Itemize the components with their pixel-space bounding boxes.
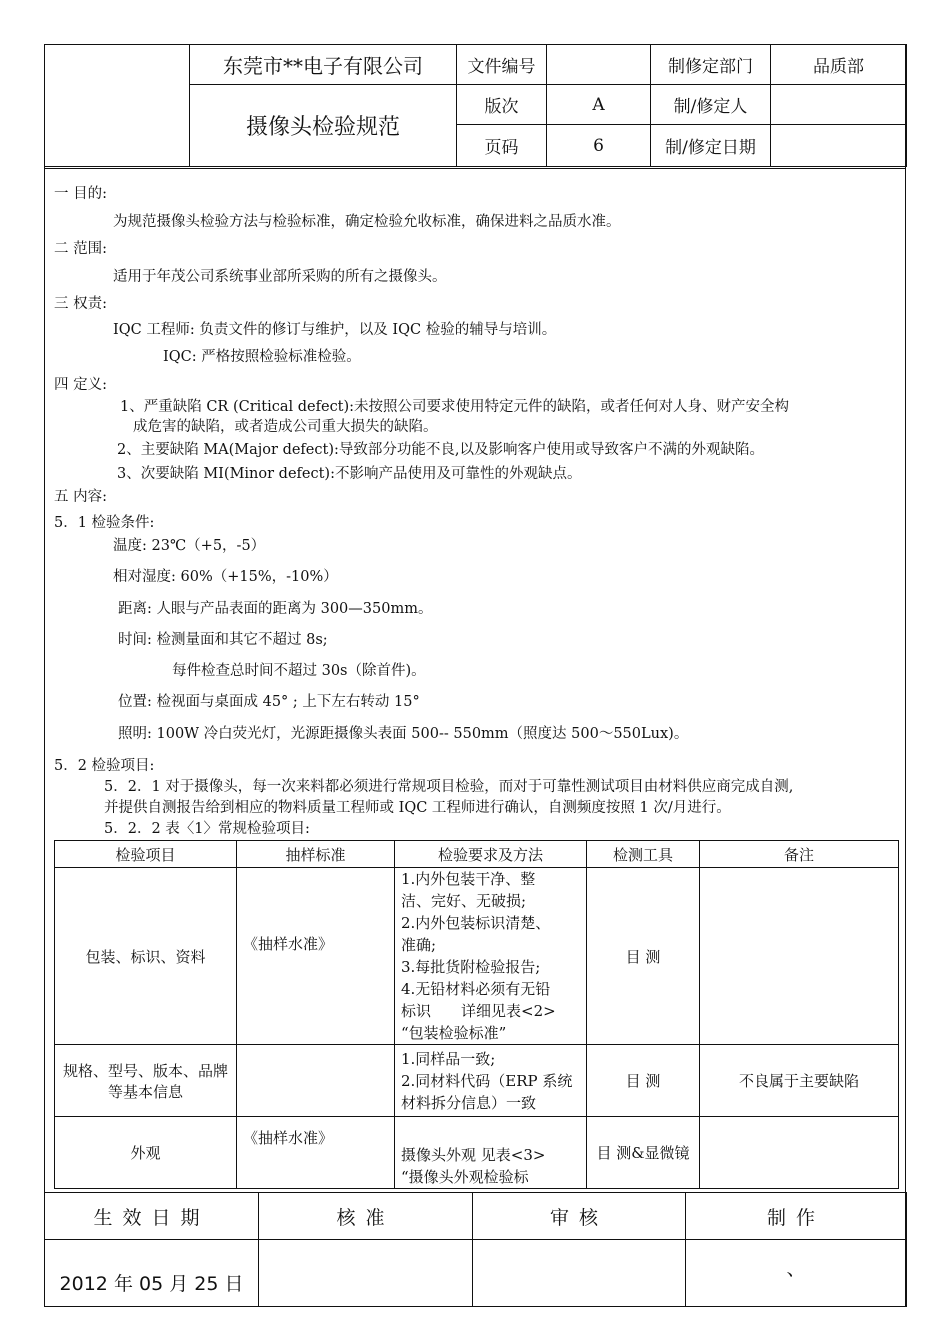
section-5-2-2-title: 5．2．2 表〈1〉常规检验项目:	[104, 821, 310, 837]
footer-header-row	[45, 1193, 907, 1240]
table-header-cell: 抽样标准	[237, 841, 395, 868]
section-purpose-text: 为规范摄像头检验方法与检验标准，确定检验允收标准，确保进料之品质水准。	[113, 214, 621, 230]
table-header-cell: 备注	[700, 841, 899, 868]
section-scope-text: 适用于年茂公司系统事业部所采购的所有之摄像头。	[113, 269, 447, 285]
section-duty-line1: IQC 工程师: 负责文件的修订与维护，以及 IQC 检验的辅导与培训。	[113, 322, 557, 338]
remark	[700, 1117, 899, 1189]
definition-cr-cont: 成危害的缺陷，或者造成公司重大损失的缺陷。	[133, 419, 438, 435]
section-5-2-title: 5．2 检验项目:	[54, 758, 155, 774]
author-value	[771, 85, 907, 125]
footer-value-row	[45, 1240, 907, 1307]
document-header	[44, 44, 907, 167]
remark: 不良属于主要缺陷	[700, 1045, 899, 1117]
section-content-title: 五 内容:	[54, 489, 107, 505]
inspection-requirement: 1.内外包装干净、整 洁、完好、无破损; 2.内外包装标识清楚、 准确; 3.每批货附检验报告; 4.无铅材料必须有无铅 标识 详细见表<2> “包装检验标准”	[395, 868, 587, 1045]
condition-distance: 距离: 人眼与产品表面的距离为 300—350mm。	[118, 601, 433, 617]
inspection-requirement: 1.同样品一致; 2.同材料代码（ERP 系统 材料拆分信息）一致	[395, 1045, 587, 1117]
section-purpose-title: 一 目的:	[54, 186, 107, 202]
sampling-standard	[237, 1045, 395, 1117]
author-label: 制/修定人	[651, 85, 771, 125]
definition-cr: 1、严重缺陷 CR (Critical defect):未按照公司要求使用特定元件的缺陷，或者任何对人身、财产安全构	[120, 399, 790, 415]
review-label: 审核	[473, 1193, 686, 1240]
section-5-1-title: 5．1 检验条件:	[54, 515, 155, 531]
section-duty-title: 三 权责:	[54, 296, 107, 312]
file-no-label: 文件编号	[457, 45, 547, 85]
effective-date-value: 2012 年 05 月 25 日	[45, 1240, 259, 1307]
table-header-cell: 检测工具	[587, 841, 700, 868]
version-value: A	[547, 85, 651, 125]
approval-footer	[44, 1192, 907, 1307]
table-header-cell: 检验项目	[55, 841, 237, 868]
sampling-standard: 《抽样水准》	[237, 868, 395, 1045]
page-value: 6	[547, 125, 651, 167]
date-value	[771, 125, 907, 167]
inspection-table	[54, 840, 899, 1189]
condition-humidity: 相对湿度: 60%（+15%，-10%）	[113, 569, 338, 585]
company-name: 东莞市**电子有限公司	[190, 45, 457, 85]
inspection-requirement: 摄像头外观 见表<3> “摄像头外观检验标	[395, 1117, 587, 1189]
section-scope-title: 二 范围:	[54, 241, 107, 257]
table-header-row	[55, 841, 899, 868]
inspection-tool: 目 测	[587, 868, 700, 1045]
version-label: 版次	[457, 85, 547, 125]
date-label: 制/修定日期	[651, 125, 771, 167]
inspection-item: 外观	[55, 1117, 237, 1189]
file-no-value	[547, 45, 651, 85]
inspection-tool: 目 测	[587, 1045, 700, 1117]
condition-position: 位置: 检视面与桌面成 45° ; 上下左右转动 15°	[118, 694, 420, 710]
table-row	[55, 1117, 899, 1189]
sampling-standard: 《抽样水准》	[237, 1117, 395, 1189]
header-logo-cell	[45, 45, 190, 167]
table-row	[55, 1045, 899, 1117]
review-value	[473, 1240, 686, 1307]
make-value: 、	[686, 1240, 907, 1307]
definition-ma: 2、主要缺陷 MA(Major defect):导致部分功能不良,以及影响客户使用或导致客户不满的外观缺陷。	[117, 442, 764, 458]
make-label: 制作	[686, 1193, 907, 1240]
dept-label: 制修定部门	[651, 45, 771, 85]
remark	[700, 868, 899, 1045]
document-title: 摄像头检验规范	[190, 85, 457, 167]
condition-lighting: 照明: 100W 冷白荧光灯，光源距摄像头表面 500-- 550mm（照度达 500～550Lux)。	[118, 726, 689, 742]
table-header-cell: 检验要求及方法	[395, 841, 587, 868]
inspection-tool: 目 测&显微镜	[587, 1117, 700, 1189]
inspection-item: 规格、型号、版本、品牌等基本信息	[55, 1045, 237, 1117]
dept-value: 品质部	[771, 45, 907, 85]
section-duty-line2: IQC: 严格按照检验标准检验。	[163, 349, 361, 365]
section-definition-title: 四 定义:	[54, 377, 107, 393]
approve-value	[259, 1240, 473, 1307]
section-5-2-1-line1: 5．2．1 对于摄像头，每一次来料都必须进行常规项目检验，而对于可靠性测试项目由材料供应商完成自测,	[104, 779, 794, 795]
header-divider	[44, 168, 906, 169]
table-row	[55, 868, 899, 1045]
condition-time-total: 每件检查总时间不超过 30s（除首件)。	[172, 663, 426, 679]
condition-time: 时间: 检测量面和其它不超过 8s;	[118, 632, 328, 648]
approve-label: 核准	[259, 1193, 473, 1240]
effective-date-label: 生效日期	[45, 1193, 259, 1240]
definition-mi: 3、次要缺陷 MI(Minor defect):不影响产品使用及可靠性的外观缺点。	[117, 466, 582, 482]
page-label: 页码	[457, 125, 547, 167]
condition-temperature: 温度: 23℃（+5，-5）	[113, 538, 266, 554]
section-5-2-1-line2: 并提供自测报告给到相应的物料质量工程师或 IQC 工程师进行确认，自测频度按照 1 次/月进行。	[104, 800, 731, 816]
inspection-item: 包装、标识、资料	[55, 868, 237, 1045]
